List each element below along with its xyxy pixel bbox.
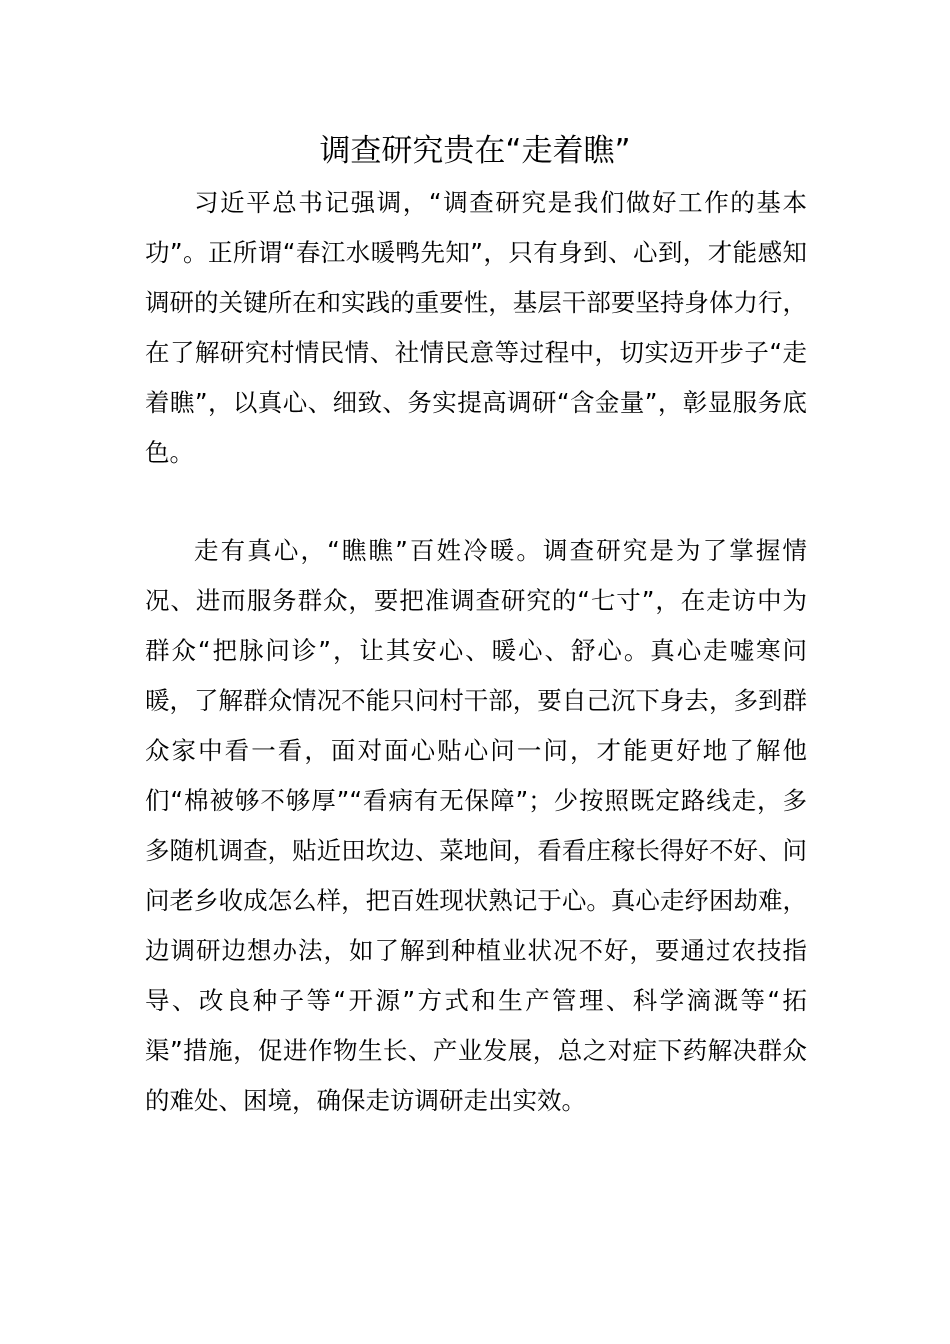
- document-title: 调查研究贵在“走着瞧”: [319, 133, 631, 169]
- paragraph-intro: 习近平总书记强调，“调查研究是我们做好工作的基本功”。正所谓“春江水暖鸭先知”，只有身到、心到，才能感知调研的关键所在和实践的重要性，基层干部要坚持身体力行，在了解研究村情民情、社情民意等过程中，切实迈开步子“走着瞧”，以真心、细致、务实提高调研“含金量”，彰显服务底色。: [145, 188, 807, 467]
- paragraph-true-heart: 走有真心，“瞧瞧”百姓冷暖。调查研究是为了掌握情况、进而服务群众，要把准调查研究的“七寸”，在走访中为群众“把脉问诊”，让其安心、暖心、舒心。真心走嘘寒问暖，了解群众情况不能只问村干部，要自己沉下身去，多到群众家中看一看，面对面心贴心问一问，才能更好地了解他们“棉被够不够厚”“看病有无保障”；少按照既定路线走，多多随机调查，贴近田坎边、菜地间，看看庄稼长得好不好、问问老乡收成怎么样，把百姓现状熟记于心。真心走纾困劫难，边调研边想办法，如了解到种植业状况不好，要通过农技指导、改良种子等“开源”方式和生产管理、科学滴溉等“拓渠”措施，促进作物生长、产业发展，总之对症下药解决群众的难处、困境，确保走访调研走出实效。: [145, 536, 807, 1115]
